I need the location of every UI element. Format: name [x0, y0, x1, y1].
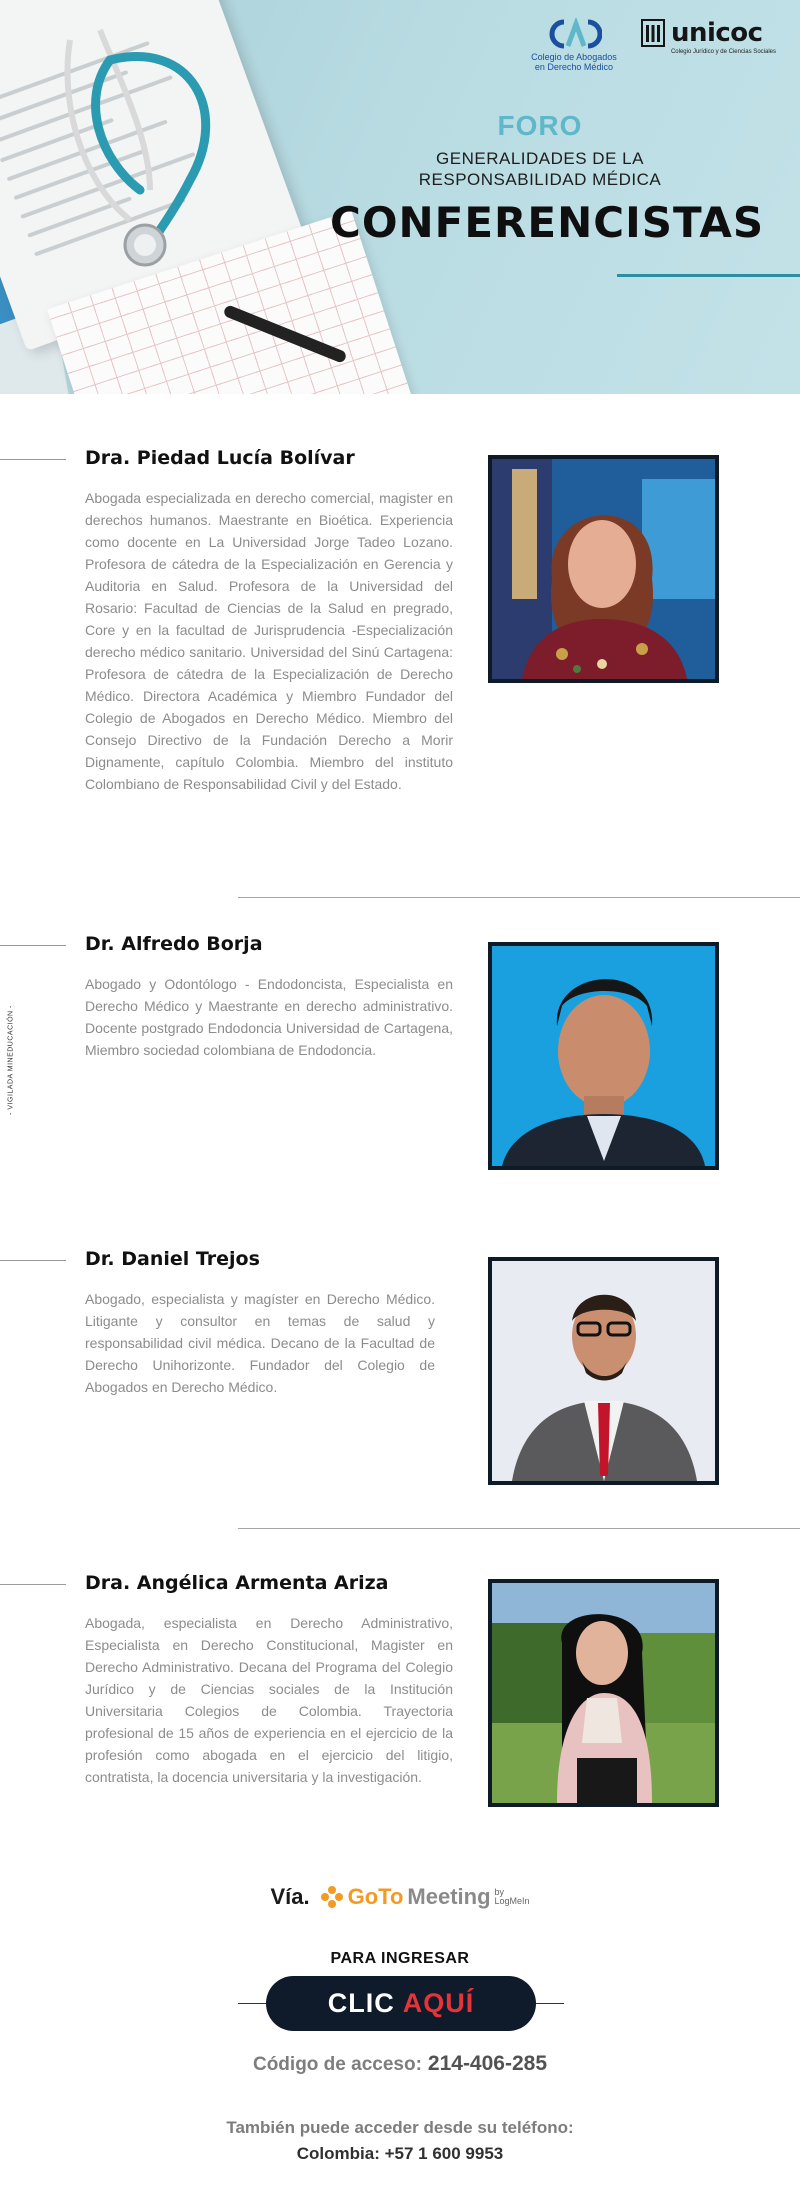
forum-subtitle-line-2: RESPONSABILIDAD MÉDICA	[418, 170, 662, 189]
speaker-bio: Abogado y Odontólogo - Endodoncista, Especialista en Derecho Médico y Maestrante en derecho administrativo. Docente postgrado Endodoncia Universidad de Cartagena, Miembro sociedad colombiana de Endodoncia.	[85, 976, 453, 1058]
speaker-photo	[488, 1257, 719, 1485]
logmein-label: LogMeIn	[494, 1896, 530, 1906]
name-rule	[0, 1584, 66, 1585]
forum-subtitle-line-1: GENERALIDADES DE LA	[436, 149, 644, 168]
speaker-bio: Abogada, especialista en Derecho Administrativo, Especialista en Derecho Constitucional, Magister en Derecho Administrativo. Decana del Programa del Colegio Jurídico y de Ciencias sociales de la Institución Universitaria Colegios de Colombia. Trayectoria profesional de 15 años de experiencia en el ejercicio de la profesión como abogada en el ejercicio del litigio, contratista, la docencia universitaria y la investigación.	[85, 1615, 453, 1785]
vigilada-note	[3, 1000, 19, 1120]
name-rule	[0, 459, 66, 460]
meeting-text: Meeting	[407, 1884, 491, 1909]
access-code-label: Código de acceso:	[252, 2054, 422, 2075]
gotomeeting-logo	[320, 1884, 530, 1910]
logmein-text	[495, 1888, 530, 1906]
name-rule	[0, 1260, 66, 1261]
cad-logo-text: Colegio de Abogados en Derecho Médico	[531, 52, 617, 72]
name-rule	[0, 945, 66, 946]
speaker-photo	[488, 942, 719, 1170]
unicoc-logo-name: unicoc	[670, 18, 763, 48]
cta-red-text: AQUÍ	[402, 1988, 475, 2018]
click-here-button[interactable]	[266, 1976, 536, 2031]
cad-logo	[529, 18, 619, 72]
cta-white-text: CLIC	[327, 1988, 395, 2018]
phone-number: Colombia: +57 1 600 9953	[296, 2144, 504, 2163]
forum-title: FORO	[497, 110, 583, 141]
speaker-portrait-image	[492, 946, 715, 1166]
vigilada-note-text: - VIGILADA MINEDUCACIÓN -	[7, 1005, 15, 1115]
access-code-line	[0, 2052, 800, 2076]
cad-logo-mark-icon	[546, 18, 602, 50]
page-heading: CONFERENCISTAS	[330, 198, 765, 247]
phone-access-text: También puede acceder desde su teléfono:	[226, 2118, 574, 2137]
speaker-bio: Abogada especializada en derecho comercial, magister en derechos humanos. Maestrante en Bioética. Experiencia como docente en La Universidad Jorge Tadeo Lozano. Profesora de cátedra de la Especialización en Gerencia y Auditoria en Salud. Profesora de la Universidad del Rosario: Facultad de Ciencias de la Salud en pregrado, Core y en la facultad de Jurisprudencia -Especialización derecho médico sanitario. Universidad del Sinú Cartagena: Profesora de cátedra de la Especialización de Derecho Médico. Directora Académica y Miembro Fundador del Colegio de Abogados en Derecho Médico. Miembro del Consejo Directivo de la Fundación Derecho a Morir Dignamente, capítulo Colombia. Miembro del instituto Colombiano de Responsabilidad Civil y del Estado.	[85, 490, 453, 792]
enter-label: PARA INGRESAR	[330, 1950, 470, 1967]
gotomeeting-flower-icon	[320, 1885, 344, 1909]
forum-subtitle	[330, 148, 750, 190]
speaker-portrait-image	[492, 1583, 715, 1803]
stethoscope-icon	[40, 20, 240, 270]
heading-underline	[617, 274, 800, 277]
via-label: Vía.	[270, 1884, 310, 1909]
speaker-portrait-image	[492, 459, 715, 679]
access-code-value: 214-406-285	[427, 2052, 548, 2075]
speaker-name: Dra. Piedad Lucía Bolívar	[85, 447, 355, 469]
speaker-name: Dr. Daniel Trejos	[85, 1248, 260, 1270]
speaker-photo	[488, 455, 719, 683]
speaker-name: Dra. Angélica Armenta Ariza	[85, 1572, 389, 1594]
speaker-bio: Abogado, especialista y magíster en Derecho Médico. Litigante y consultor en temas de salud y responsabilidad civil médica. Decano de la Facultad de Derecho Unihorizonte. Fundador del Colegio de Abogados en Derecho Médico.	[85, 1291, 435, 1395]
platform-row	[0, 1884, 800, 1910]
section-divider	[238, 1528, 800, 1529]
unicoc-logo	[641, 18, 776, 55]
header-banner	[0, 0, 800, 394]
unicoc-building-icon	[641, 18, 665, 48]
unicoc-logo-subtitle: Colegio Jurídico y de Ciencias Sociales	[670, 49, 776, 55]
speaker-name: Dr. Alfredo Borja	[85, 933, 263, 955]
goto-text: GoTo	[347, 1884, 404, 1909]
by-text: by	[494, 1887, 505, 1897]
header-logos	[529, 18, 776, 72]
speaker-photo	[488, 1579, 719, 1807]
speaker-portrait-image	[492, 1261, 715, 1481]
section-divider	[238, 897, 800, 898]
